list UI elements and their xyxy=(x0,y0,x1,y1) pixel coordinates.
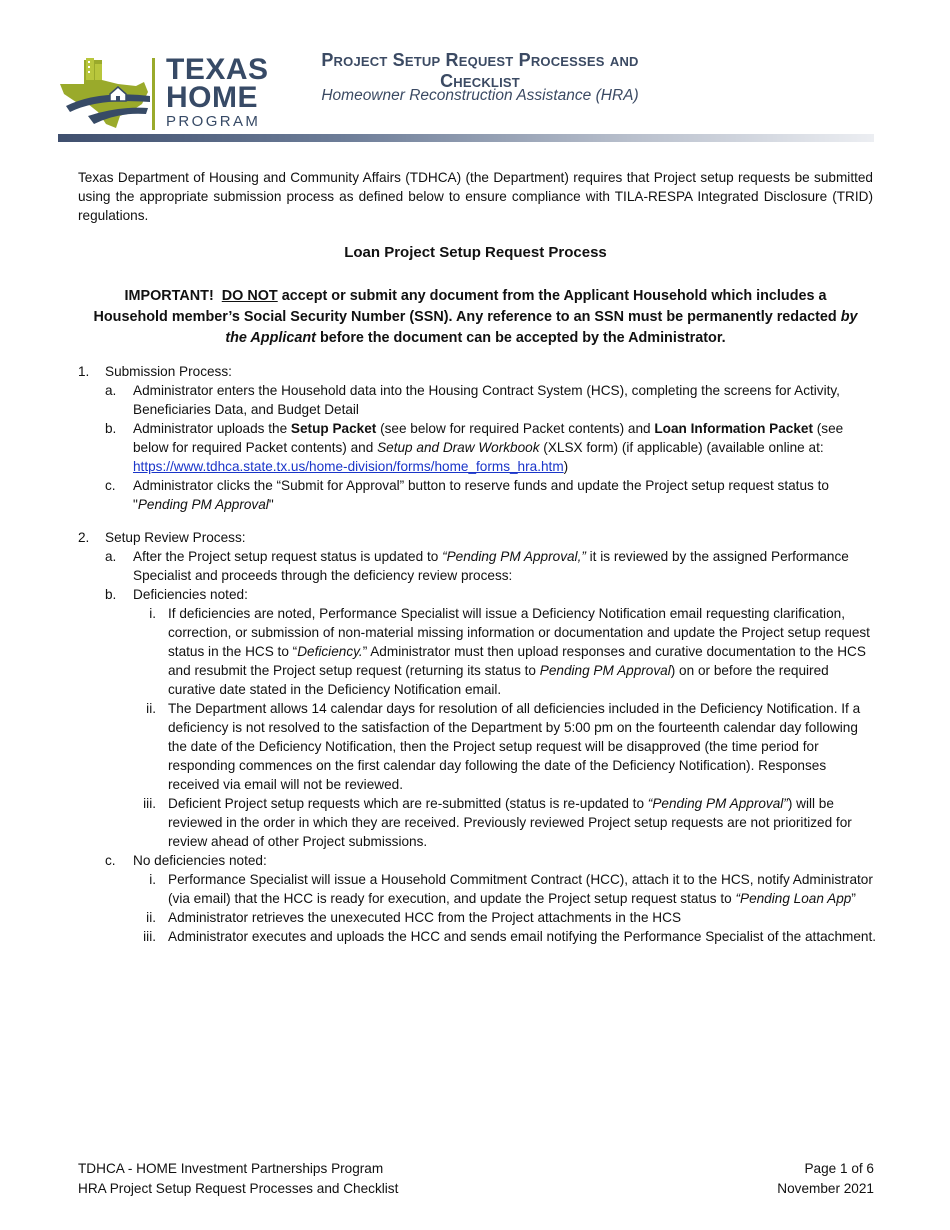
footer-date: November 2021 xyxy=(777,1181,874,1196)
page-number: Page 1 of 6 xyxy=(804,1161,874,1176)
submission-process-list xyxy=(78,362,878,514)
list-marker: iii. xyxy=(143,796,156,811)
list-marker: c. xyxy=(105,853,116,868)
text-run: " xyxy=(268,497,274,512)
list-item-2b-iii xyxy=(78,794,878,851)
list-item-title: Setup Review Process: xyxy=(105,530,246,545)
list-marker: b. xyxy=(105,421,117,436)
list-item-text xyxy=(133,419,878,476)
list-item-title: Submission Process: xyxy=(105,364,232,379)
list-item-1 xyxy=(78,362,878,381)
document-subtitle: Homeowner Reconstruction Assistance (HRA) xyxy=(321,87,639,104)
footer-left xyxy=(78,1159,398,1199)
status-term: Pending PM Approval xyxy=(539,663,671,678)
footer-right xyxy=(777,1159,874,1199)
text-run: ) on or before the required curative date stated in the Deficiency Notification email. xyxy=(168,663,829,697)
text-run: (see below for required Packet contents) and xyxy=(133,421,844,455)
list-marker: 1. xyxy=(78,364,90,379)
list-item-title: No deficiencies noted: xyxy=(133,853,267,868)
setup-packet-term: Setup Packet xyxy=(290,421,377,436)
logo-home: HOME xyxy=(166,81,258,114)
deficiency-term: Deficiency. xyxy=(297,644,363,659)
document-title: Project Setup Request Processes and Checklist xyxy=(321,50,639,91)
setup-review-process-list xyxy=(78,528,878,946)
list-item-title: Deficiencies noted: xyxy=(133,587,248,602)
footer-program: TDHCA - HOME Investment Partnerships Program xyxy=(78,1161,384,1176)
text-run: ” xyxy=(851,891,856,906)
text-run: it is reviewed by the assigned Performance Specialist and proceeds through the deficiency review process: xyxy=(133,549,849,583)
text-run: If deficiencies are noted, Performance Specialist will issue a Deficiency Notification email requesting clarification, correction, or submission of non-material missing information or documentation and update the Project setup request status in the HCS to “ xyxy=(168,606,870,659)
text-run: ) xyxy=(563,459,569,474)
important-by-applicant: by the Applicant xyxy=(225,309,858,346)
list-marker: ii. xyxy=(146,701,156,716)
text-run: (XLSX form) (if applicable) (available online at: xyxy=(539,440,824,455)
section-heading: Loan Project Setup Request Process xyxy=(344,244,607,261)
important-do-not: DO NOT xyxy=(221,288,278,304)
list-item-2c-ii xyxy=(78,908,878,927)
loan-packet-term: Loan Information Packet xyxy=(654,421,813,436)
texas-map-house-icon xyxy=(58,54,158,132)
list-item-text xyxy=(133,547,878,585)
list-marker: 2. xyxy=(78,530,90,545)
list-item-text xyxy=(133,476,878,514)
list-item-text xyxy=(168,870,878,908)
important-lead: IMPORTANT! xyxy=(124,288,214,304)
list-item-text: The Department allows 14 calendar days for resolution of all deficiencies included in the Deficiency Notification. If a deficiency is not resolved to the satisfaction of the Department by 5:00 pm on the fourteenth calendar day following the date of the Deficiency Notification, then the Project setup request will be disapproved (the time period for responding commences on the first calendar day following the date of the Deficiency Notification). Responses received via email will not be reviewed. xyxy=(168,701,861,792)
text-run: ) will be reviewed in the order in which they are received. Previously reviewed Project setup requests are not prioritized for review ahead of other Project submissions. xyxy=(168,796,852,849)
list-marker: a. xyxy=(105,549,117,564)
text-run: After the Project setup request status is updated to xyxy=(133,549,443,564)
list-item-1c xyxy=(78,476,878,514)
text-run: Administrator clicks the “Submit for Approval” button to reserve funds and update the Project setup request status to " xyxy=(133,478,829,512)
list-item-2 xyxy=(78,528,878,547)
list-marker: c. xyxy=(105,478,116,493)
list-marker: iii. xyxy=(143,929,156,944)
text-run: Deficient Project setup requests which are re-submitted (status is re-updated to xyxy=(168,796,648,811)
list-marker: a. xyxy=(105,383,117,398)
list-marker: b. xyxy=(105,587,117,602)
hra-forms-link[interactable]: https://www.tdhca.state.tx.us/home-division/forms/home_forms_hra.htm xyxy=(133,459,564,474)
list-item-1b xyxy=(78,419,878,476)
logo-texas: TEXAS xyxy=(166,53,269,86)
list-item-1a xyxy=(78,381,878,419)
header-divider xyxy=(58,134,874,142)
list-item-2b-i xyxy=(78,604,878,699)
important-rest1: accept or submit any document from the Applicant Household which includes a Household member’s Social Security Number (SSN). Any reference to an SSN must be permanently redacted xyxy=(93,288,841,325)
status-term: “Pending PM Approval” xyxy=(647,796,788,811)
text-run: Administrator uploads the xyxy=(133,421,291,436)
list-marker: ii. xyxy=(146,910,156,925)
list-item-2b xyxy=(78,585,878,604)
list-item-text: Administrator enters the Household data into the Housing Contract System (HCS), completing the screens for Activity, Beneficiaries Data, and Budget Detail xyxy=(133,383,840,417)
list-item-text: Administrator executes and uploads the HCC and sends email notifying the Performance Specialist of the attachment. xyxy=(168,929,877,944)
list-item-text xyxy=(168,794,878,851)
list-item-text: Administrator retrieves the unexecuted HCC from the Project attachments in the HCS xyxy=(168,910,682,925)
list-item-2c-iii xyxy=(78,927,878,946)
list-marker: i. xyxy=(149,872,156,887)
text-run: (see below for required Packet contents) and xyxy=(376,421,655,436)
text-run: Performance Specialist will issue a Household Commitment Contract (HCC), attach it to the HCS, notify Administrator (via email) that the HCC is ready for execution, and update the Project setup request status to xyxy=(168,872,873,906)
status-term: “Pending PM Approval,” xyxy=(442,549,586,564)
important-rest2: before the document can be accepted by the Administrator. xyxy=(315,330,726,346)
list-marker: i. xyxy=(149,606,156,621)
workbook-term: Setup and Draw Workbook xyxy=(377,440,540,455)
status-term: Pending PM Approval xyxy=(137,497,269,512)
text-run: ” Administrator must then upload responses and curative documentation to the HCS and resubmit the Project setup request (returning its status to xyxy=(168,644,866,678)
list-item-2b-ii xyxy=(78,699,878,794)
logo-text xyxy=(166,53,269,130)
logo-divider xyxy=(152,58,155,130)
list-item-text xyxy=(168,604,878,699)
texas-home-program-logo xyxy=(58,54,268,132)
status-term: “Pending Loan App xyxy=(735,891,852,906)
logo-program: PROGRAM xyxy=(166,113,261,130)
intro-paragraph: Texas Department of Housing and Community Affairs (TDHCA) (the Department) requires that Project setup requests be submitted using the appropriate submission process as defined below to ensure compliance with TILA-RESPA Integrated Disclosure (TRID) regulations. xyxy=(78,170,873,223)
important-notice xyxy=(90,286,861,349)
list-item-2c xyxy=(78,851,878,870)
list-item-2c-i xyxy=(78,870,878,908)
list-item-2a xyxy=(78,547,878,585)
footer-doc-name: HRA Project Setup Request Processes and Checklist xyxy=(78,1181,399,1196)
